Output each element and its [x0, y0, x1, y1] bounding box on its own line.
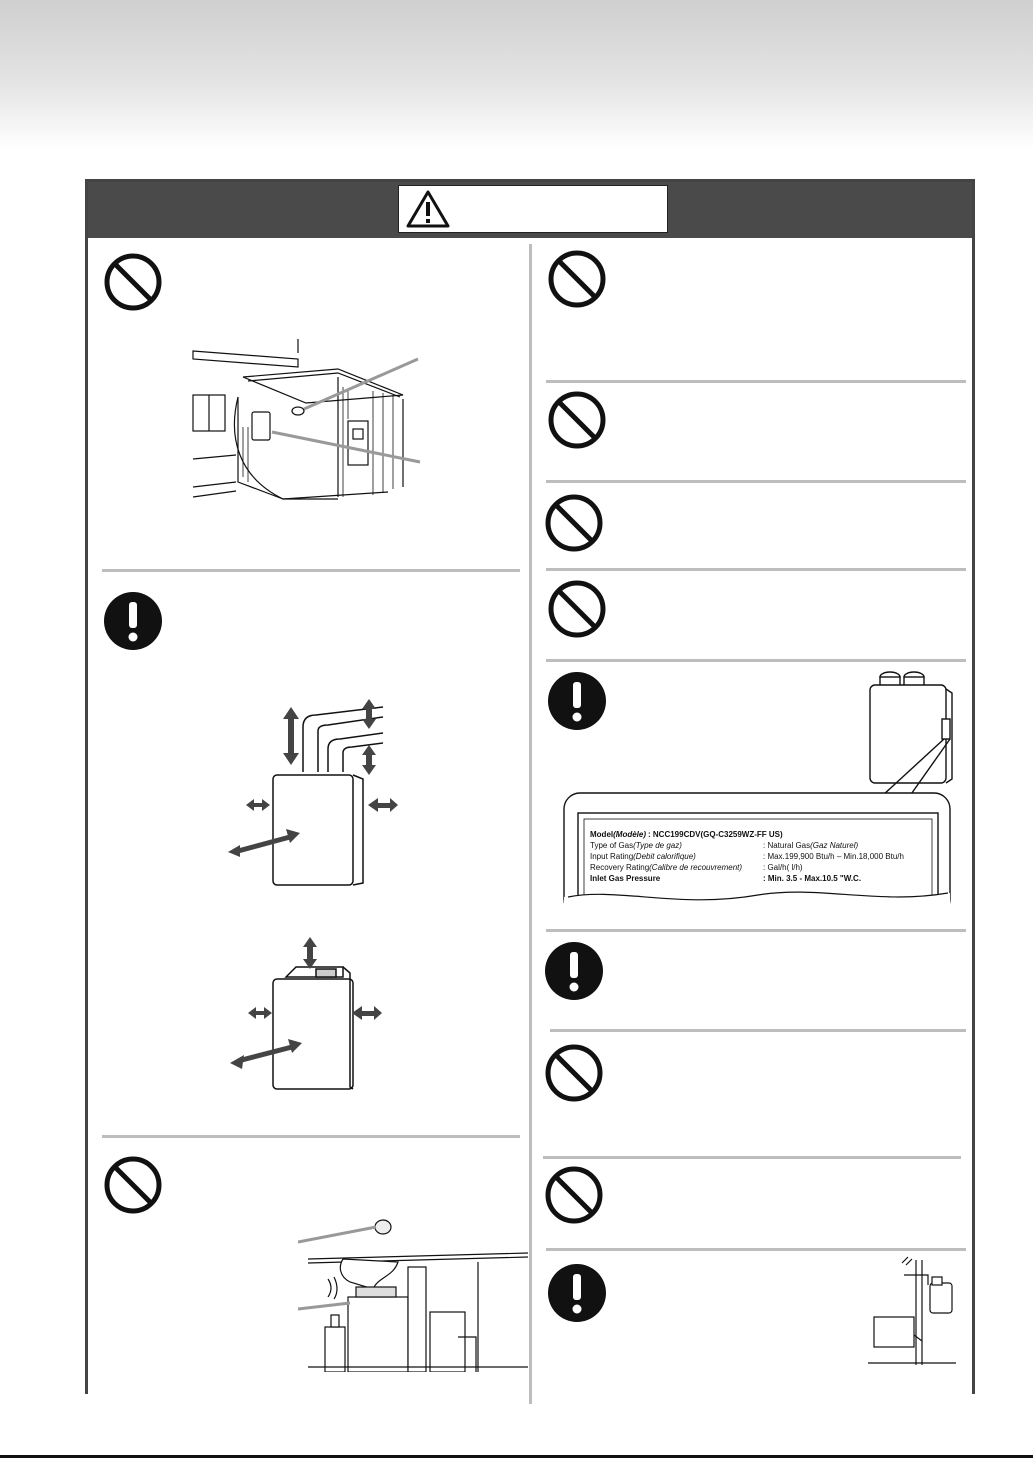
warning-panel — [85, 179, 975, 1394]
mandatory-icon — [546, 1262, 608, 1324]
prohibited-icon — [546, 248, 608, 310]
svg-text:Input Rating(Debit calorifique: Input Rating(Debit calorifique) — [590, 852, 696, 861]
prohibited-icon — [546, 578, 608, 640]
warning-header-bar — [88, 182, 972, 238]
separator — [543, 1156, 961, 1159]
house-illustration — [188, 337, 428, 512]
separator — [546, 1248, 966, 1251]
warning-label-box — [398, 185, 668, 233]
prohibited-icon — [546, 389, 608, 451]
mandatory-icon — [543, 940, 605, 1002]
separator — [546, 568, 966, 571]
svg-text:Inlet Gas Pressure: Inlet Gas Pressure — [590, 874, 661, 883]
separator — [102, 569, 520, 572]
installation-sketch — [868, 1255, 968, 1370]
mandatory-icon — [102, 590, 164, 652]
rating-plate-callout — [558, 665, 968, 917]
combustibles-illustration — [298, 1207, 528, 1372]
separator — [550, 1029, 966, 1032]
svg-text:: Max.199,900 Btu/h – Min.18,0: : Max.199,900 Btu/h – Min.18,000 Btu/h — [763, 852, 904, 861]
separator — [102, 1135, 520, 1138]
separator — [546, 659, 966, 662]
prohibited-icon — [102, 251, 164, 313]
prohibited-icon — [543, 1042, 605, 1104]
svg-text:: Gal/h( l/h): : Gal/h( l/h) — [763, 863, 803, 872]
svg-text:Model(Modèle): Model(Modèle) — [590, 830, 646, 839]
svg-text:: Min. 3.5 - Max.10.5 "W.C.: : Min. 3.5 - Max.10.5 "W.C. — [763, 874, 862, 883]
warning-triangle-icon — [405, 189, 451, 229]
svg-text:: NCC199CDV(GQ-C3259WZ-FF US): : NCC199CDV(GQ-C3259WZ-FF US) — [648, 830, 783, 839]
clearance-diagram-vent — [218, 697, 418, 892]
svg-text:Type of Gas(Type de gaz): Type of Gas(Type de gaz) — [590, 841, 682, 850]
svg-text:Recovery Rating(Calibre de rec: Recovery Rating(Calibre de recouvrement) — [590, 863, 743, 872]
svg-text:: Natural Gas(Gaz Naturel): : Natural Gas(Gaz Naturel) — [763, 841, 859, 850]
prohibited-icon — [543, 492, 605, 554]
prohibited-icon — [102, 1154, 164, 1216]
prohibited-icon — [543, 1164, 605, 1226]
clearance-diagram-outdoor — [218, 937, 418, 1097]
separator — [546, 480, 966, 483]
column-divider — [529, 244, 532, 1404]
separator — [546, 380, 966, 383]
separator — [546, 929, 966, 932]
page-top-gradient — [0, 0, 1033, 150]
